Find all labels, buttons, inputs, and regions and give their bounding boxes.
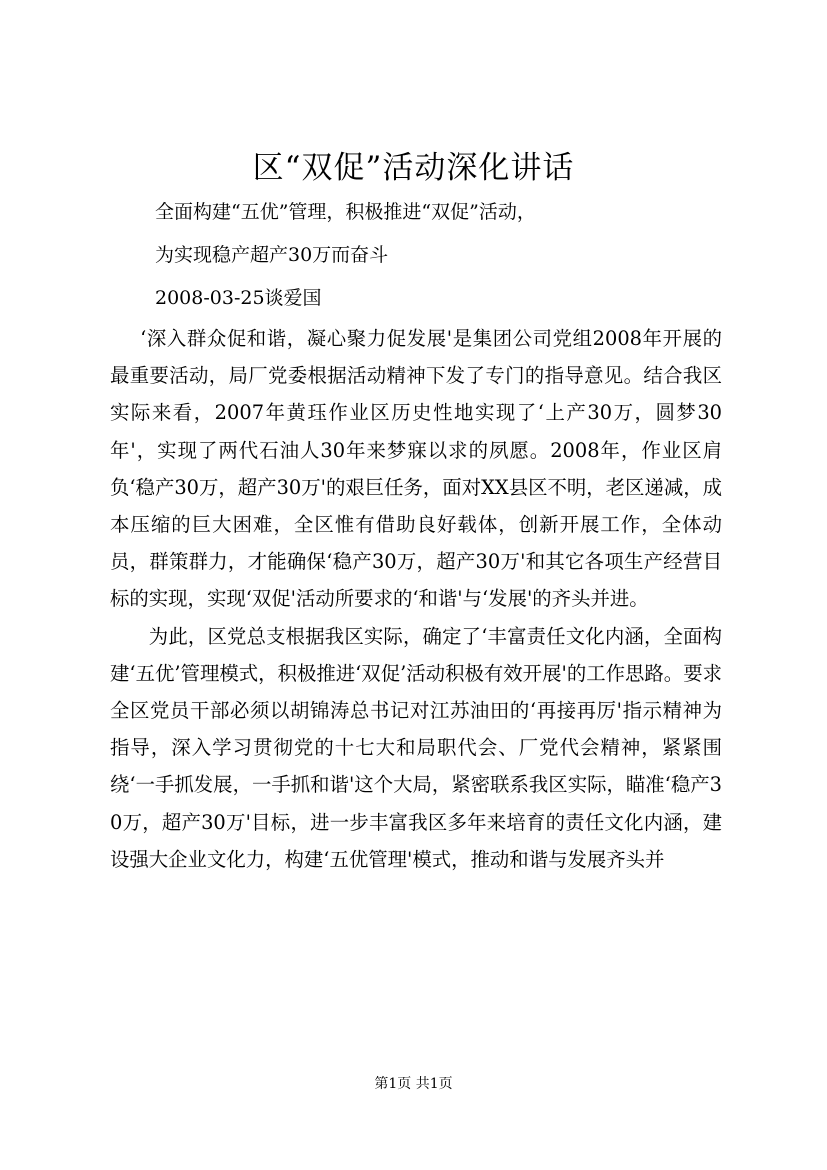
body-paragraph-1: ‘深入群众促和谐，凝心聚力促发展'是集团公司党组2008年开展的最重要活动，局厂党委根据活动精神下发了专门的指导意见。结合我区实际来看，2007年黄珏作业区历史性地实现了‘上产30万，圆梦30年'，实现了两代石油人30年来梦寐以求的夙愿。2008年，作业区肩负‘稳产30万，超产30万'的艰巨任务，面对XX县区不明，老区递减，成本压缩的巨大困难，全区惟有借助良好载体，创新开展工作，全体动员，群策群力，才能确保‘稳产30万，超产30万'和其它各项生产经营目标的实现，实现‘双促'活动所要求的‘和谐'与‘发展'的齐头并进。 <box>110 327 722 611</box>
page-footer: 第1页 共1页 <box>374 1076 453 1092</box>
document-body <box>110 320 722 878</box>
body-paragraph-2: 为此，区党总支根据我区实际，确定了‘丰富责任文化内涵，全面构建‘五优’管理模式，积极推进‘双促’活动积极有效开展'的工作思路。要求全区党员干部必须以胡锦涛总书记对江苏油田的‘再接再厉'指示精神为指导，深入学习贯彻党的十七大和局职代会、厂党代会精神，紧紧围绕‘一手抓发展，一手抓和谐'这个大局，紧密联系我区实际，瞄准‘稳产30万，超产30万'目标，进一步丰富我区多年来培育的责任文化内涵，建设强大企业文化力，构建‘五优管理'模式，推动和谐与发展齐头并 <box>110 624 722 871</box>
document-title: 区“双促”活动深化讲话 <box>252 150 575 186</box>
date-author-line: 2008-03-25谈爱国 <box>155 287 322 309</box>
subtitle-line-1: 全面构建“五优”管理，积极推进“双促”活动， <box>155 201 536 223</box>
subtitle-line-2: 为实现稳产超产30万而奋斗 <box>155 244 389 266</box>
